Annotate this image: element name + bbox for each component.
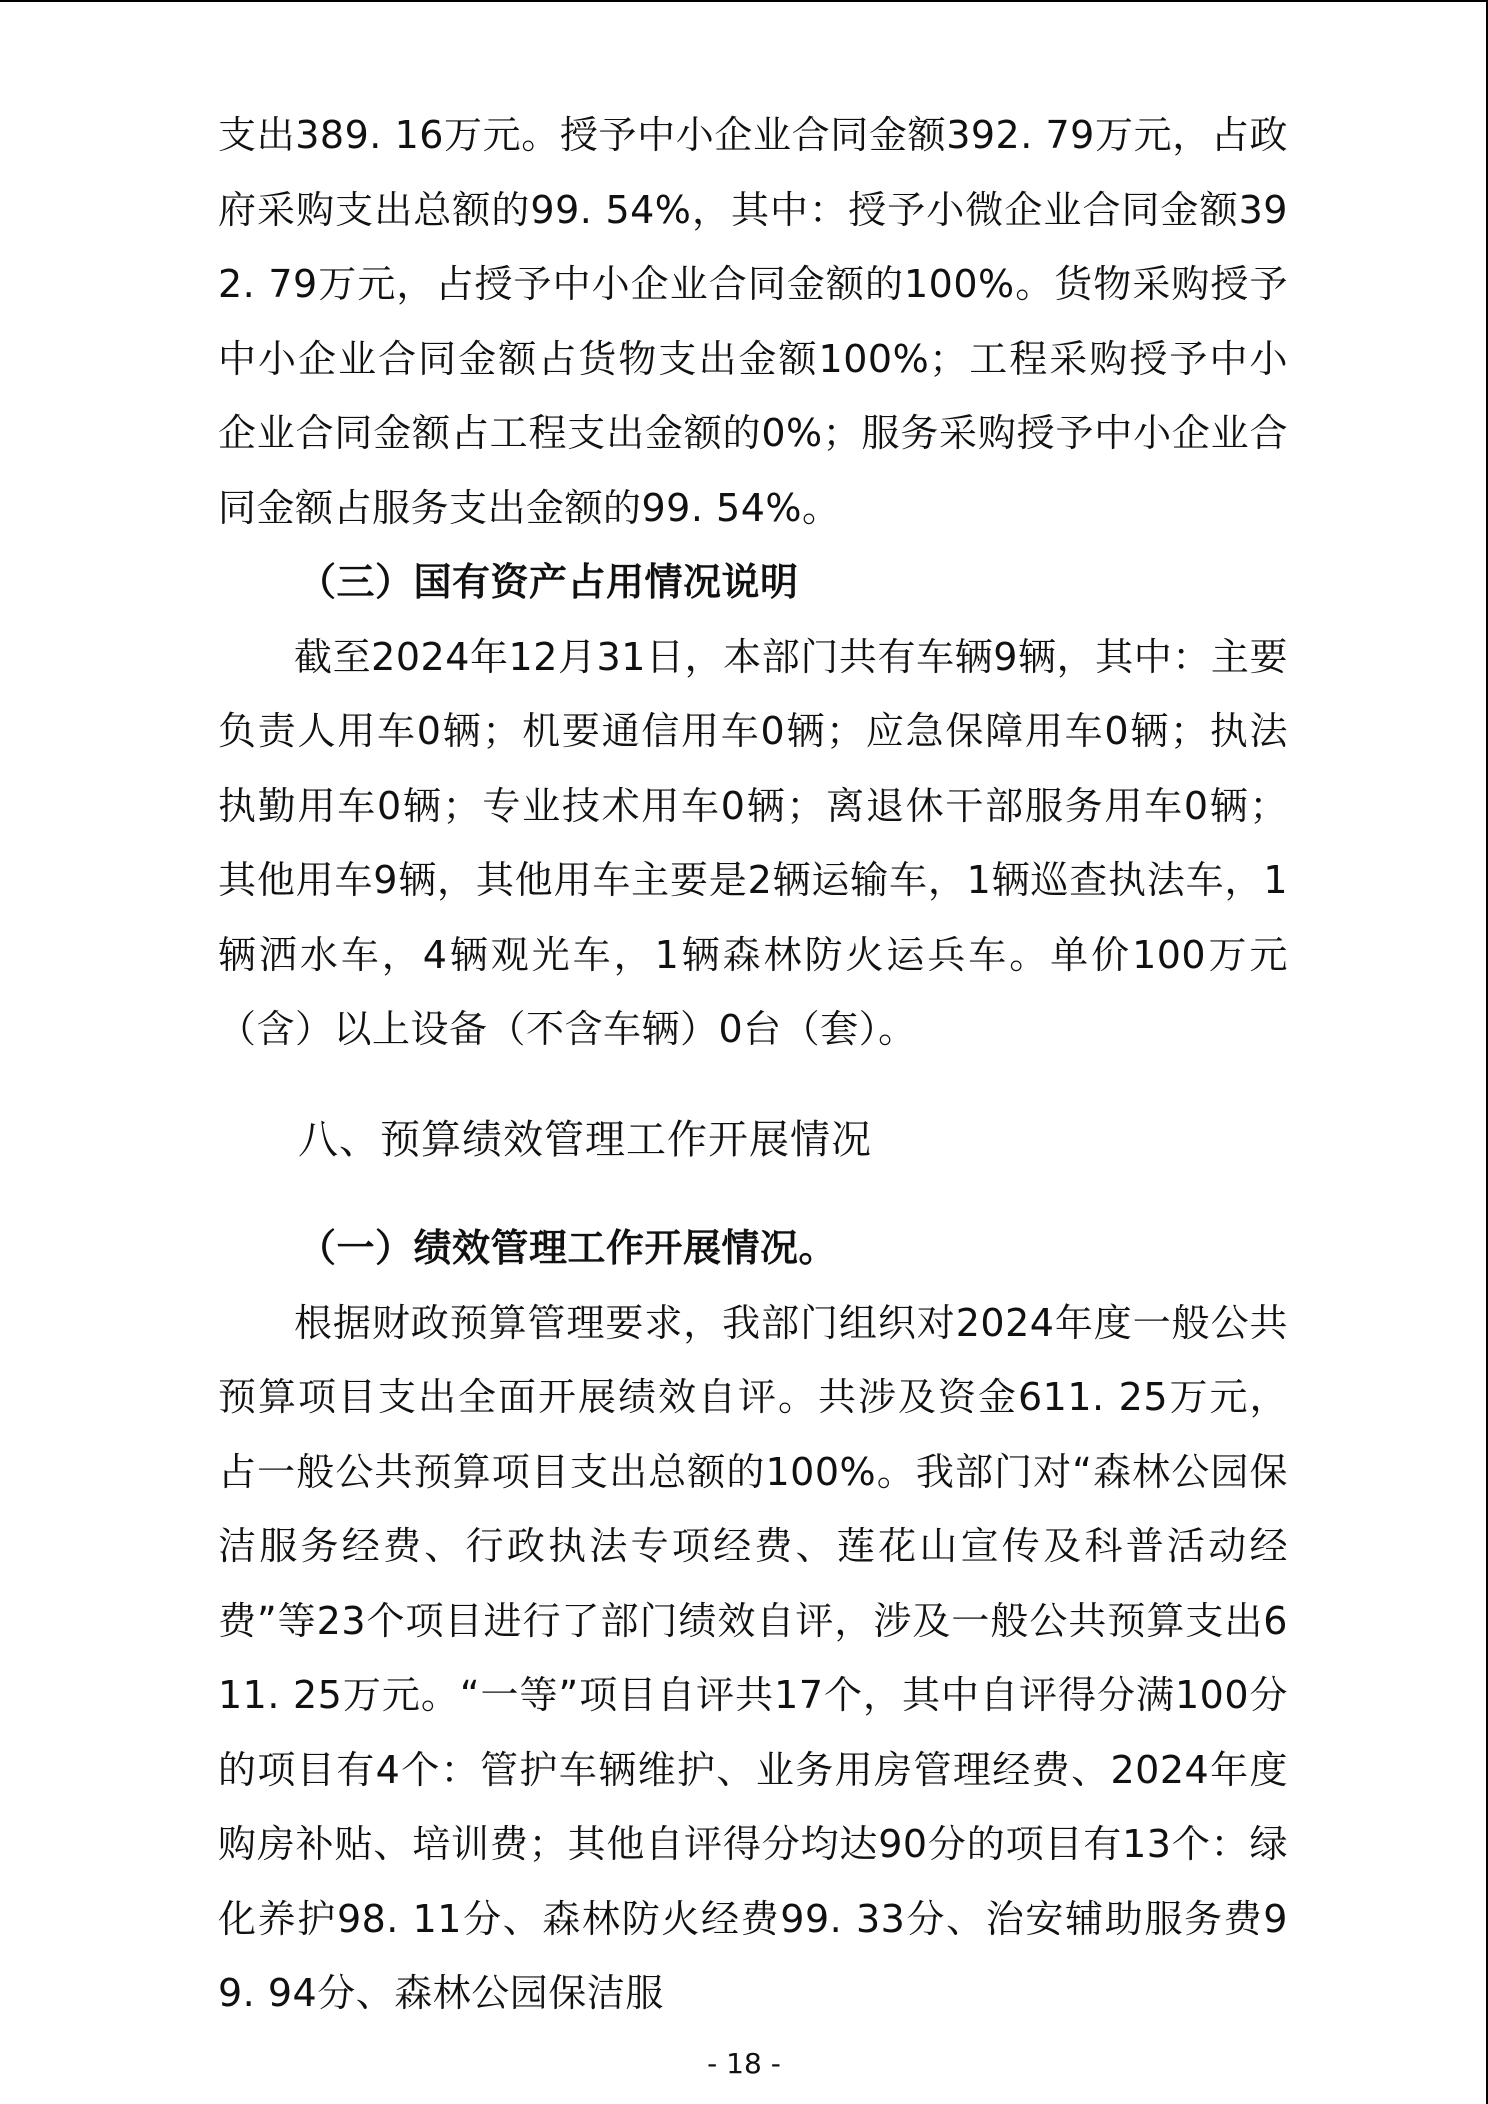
page-number: - 18 -	[707, 2047, 781, 2080]
state-assets-subheading: （三）国有资产占用情况说明	[298, 560, 799, 604]
performance-evaluation-paragraph: 根据财政预算管理要求，我部门组织对2024年度一般公共预算项目支出全面开展绩效自评。共涉及资金611. 25万元，占一般公共预算项目支出总额的100%。我部门对“森林公园保洁服务经费、行政执法专项经费、莲花山宣传及科普活动经费”等23个项目进行了部门绩效自评，涉及一般公共预算支出611. 25万元。“一等”项目自评共17个，其中自评得分满100分的项目有4个：管护车辆维护、业务用房管理经费、2024年度购房补贴、培训费；其他自评得分均达90分的项目有13个：绿化养护98. 11分、森林防火经费99. 33分、治安辅助服务费99. 94分、森林公园保洁服	[218, 1300, 1288, 2015]
vehicles-paragraph: 截至2024年12月31日，本部门共有车辆9辆，其中：主要负责人用车0辆；机要通信用车0辆；应急保障用车0辆；执法执勤用车0辆；专业技术用车0辆；离退休干部服务用车0辆；其他用车9辆，其他用车主要是2辆运输车，1辆巡查执法车，1辆洒水车，4辆观光车，1辆森林防火运兵车。单价100万元（含）以上设备（不含车辆）0台（套）。	[218, 634, 1288, 1051]
page-content	[218, 98, 1288, 2031]
procurement-paragraph: 支出389. 16万元。授予中小企业合同金额392. 79万元，占政府采购支出总额的99. 54%，其中：授予小微企业合同金额392. 79万元，占授予中小企业合同金额的100%。货物采购授予中小企业合同金额占货物支出金额100%；工程采购授予中小企业合同金额占工程支出金额的0%；服务采购授予中小企业合同金额占服务支出金额的99. 54%。	[218, 113, 1288, 530]
performance-management-section-heading: 八、预算绩效管理工作开展情况	[298, 1116, 872, 1163]
performance-work-subheading: （一）绩效管理工作开展情况。	[298, 1226, 838, 1270]
